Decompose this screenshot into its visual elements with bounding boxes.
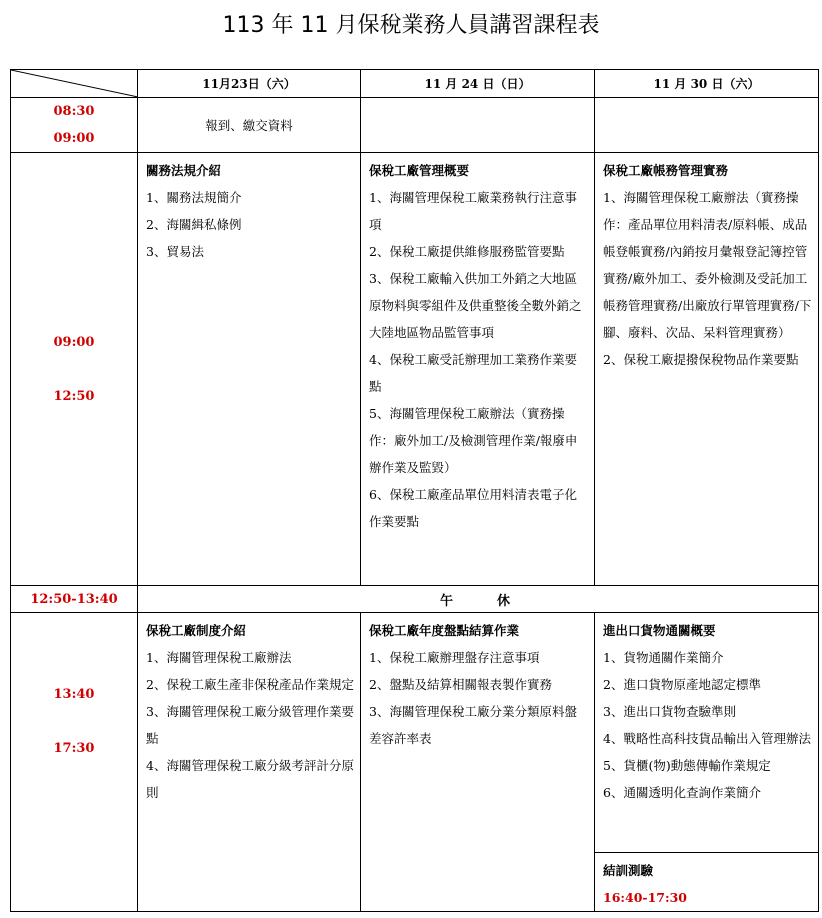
empty-cell [361,98,595,153]
course-item: 3、進出口貨物查驗準則 [603,704,736,719]
empty-cell [595,98,819,153]
diagonal-line [11,70,138,97]
course-cell [361,613,595,912]
course-item: 3、保稅工廠輸入供加工外銷之大地區原物料與零組件及供重整後全數外銷之大陸地區物品監管事項 [369,271,582,340]
course-item: 4、戰略性高科技貨品輸出入管理辦法 [603,731,811,746]
header-day-2: 11 月 24 日（日） [361,70,595,98]
course-cell [595,613,819,853]
course-item: 1、海關管理保稅工廠辦法（實務操作：產品單位用料清表/原料帳、成品帳登帳實務/內銷按月彙報登記簿控管實務/廠外加工、委外檢測及受託加工帳務管理實務/出廠放行單管理實務/下腳、廢料、次品、呆料管理實務） [603,190,812,340]
course-item: 2、進口貨物原產地認定標準 [603,677,761,692]
time-end: 17:30 [53,741,95,756]
row-morning [11,153,819,586]
lunch-time: 12:50-13:40 [11,586,138,613]
course-cell [361,153,595,586]
header-day-1: 11月23日（六） [138,70,361,98]
course-item: 4、保稅工廠受託辦理加工業務作業要點 [369,352,577,394]
course-item: 5、貨櫃(物)動態傳輸作業規定 [603,758,771,773]
course-item: 1、海關管理保稅工廠辦法 [146,650,292,665]
time-cell [11,153,138,586]
time-start: 08:30 [53,104,95,119]
corner-diagonal-cell [11,70,138,98]
course-heading: 保稅工廠帳務管理實務 [603,163,729,178]
course-item: 2、盤點及結算相關報表製作實務 [369,677,552,692]
course-item: 2、保稅工廠生產非保稅產品作業規定 [146,677,354,692]
row-registration [11,98,819,153]
row-afternoon [11,613,819,853]
course-heading: 保稅工廠制度介紹 [146,623,247,638]
course-cell [138,613,361,912]
lunch-label: 午 休 [138,586,819,613]
page-title: 113 年 11 月保稅業務人員講習課程表 [222,13,600,38]
exam-time: 16:40-17:30 [603,890,687,905]
course-heading: 保稅工廠年度盤點結算作業 [369,623,520,638]
row-lunch [11,586,819,613]
course-item: 3、貿易法 [146,244,204,259]
exam-label: 結訓測驗 [603,863,654,878]
time-start: 09:00 [53,334,95,350]
registration-cell: 報到、繳交資料 [138,98,361,153]
time-end: 09:00 [53,131,95,146]
course-item: 6、保稅工廠產品單位用料清表電子化作業要點 [369,487,577,529]
course-item: 2、海關緝私條例 [146,217,242,232]
header-row [11,70,819,98]
course-cell [138,153,361,586]
header-day-3: 11 月 30 日（六） [595,70,819,98]
course-item: 1、關務法規簡介 [146,190,242,205]
course-item: 1、貨物通關作業簡介 [603,650,724,665]
course-heading: 保稅工廠管理概要 [369,163,470,178]
course-item: 2、保稅工廠提撥保稅物品作業要點 [603,352,799,367]
time-cell [11,613,138,912]
time-start: 13:40 [53,687,95,702]
course-heading: 進出口貨物通關概要 [603,623,716,638]
course-heading: 關務法規介紹 [146,163,222,178]
course-item: 3、海關管理保稅工廠分級管理作業要點 [146,704,354,746]
time-cell [11,98,138,153]
time-end: 12:50 [53,388,95,404]
course-item: 1、保稅工廠辦理盤存注意事項 [369,650,540,665]
course-item: 5、海關管理保稅工廠辦法（實務操作：廠外加工/及檢測管理作業/報廢申辦作業及監毀） [369,406,578,475]
schedule-table [10,69,819,912]
course-item: 4、海關管理保稅工廠分級考評計分原則 [146,758,354,800]
course-cell [595,153,819,586]
course-item: 2、保稅工廠提供維修服務監管要點 [369,244,565,259]
course-item: 1、海關管理保稅工廠業務執行注意事項 [369,190,577,232]
course-item: 3、海關管理保稅工廠分業分類原料盤差容許率表 [369,704,577,746]
course-item: 6、通關透明化查詢作業簡介 [603,785,761,800]
exam-cell [595,853,819,912]
